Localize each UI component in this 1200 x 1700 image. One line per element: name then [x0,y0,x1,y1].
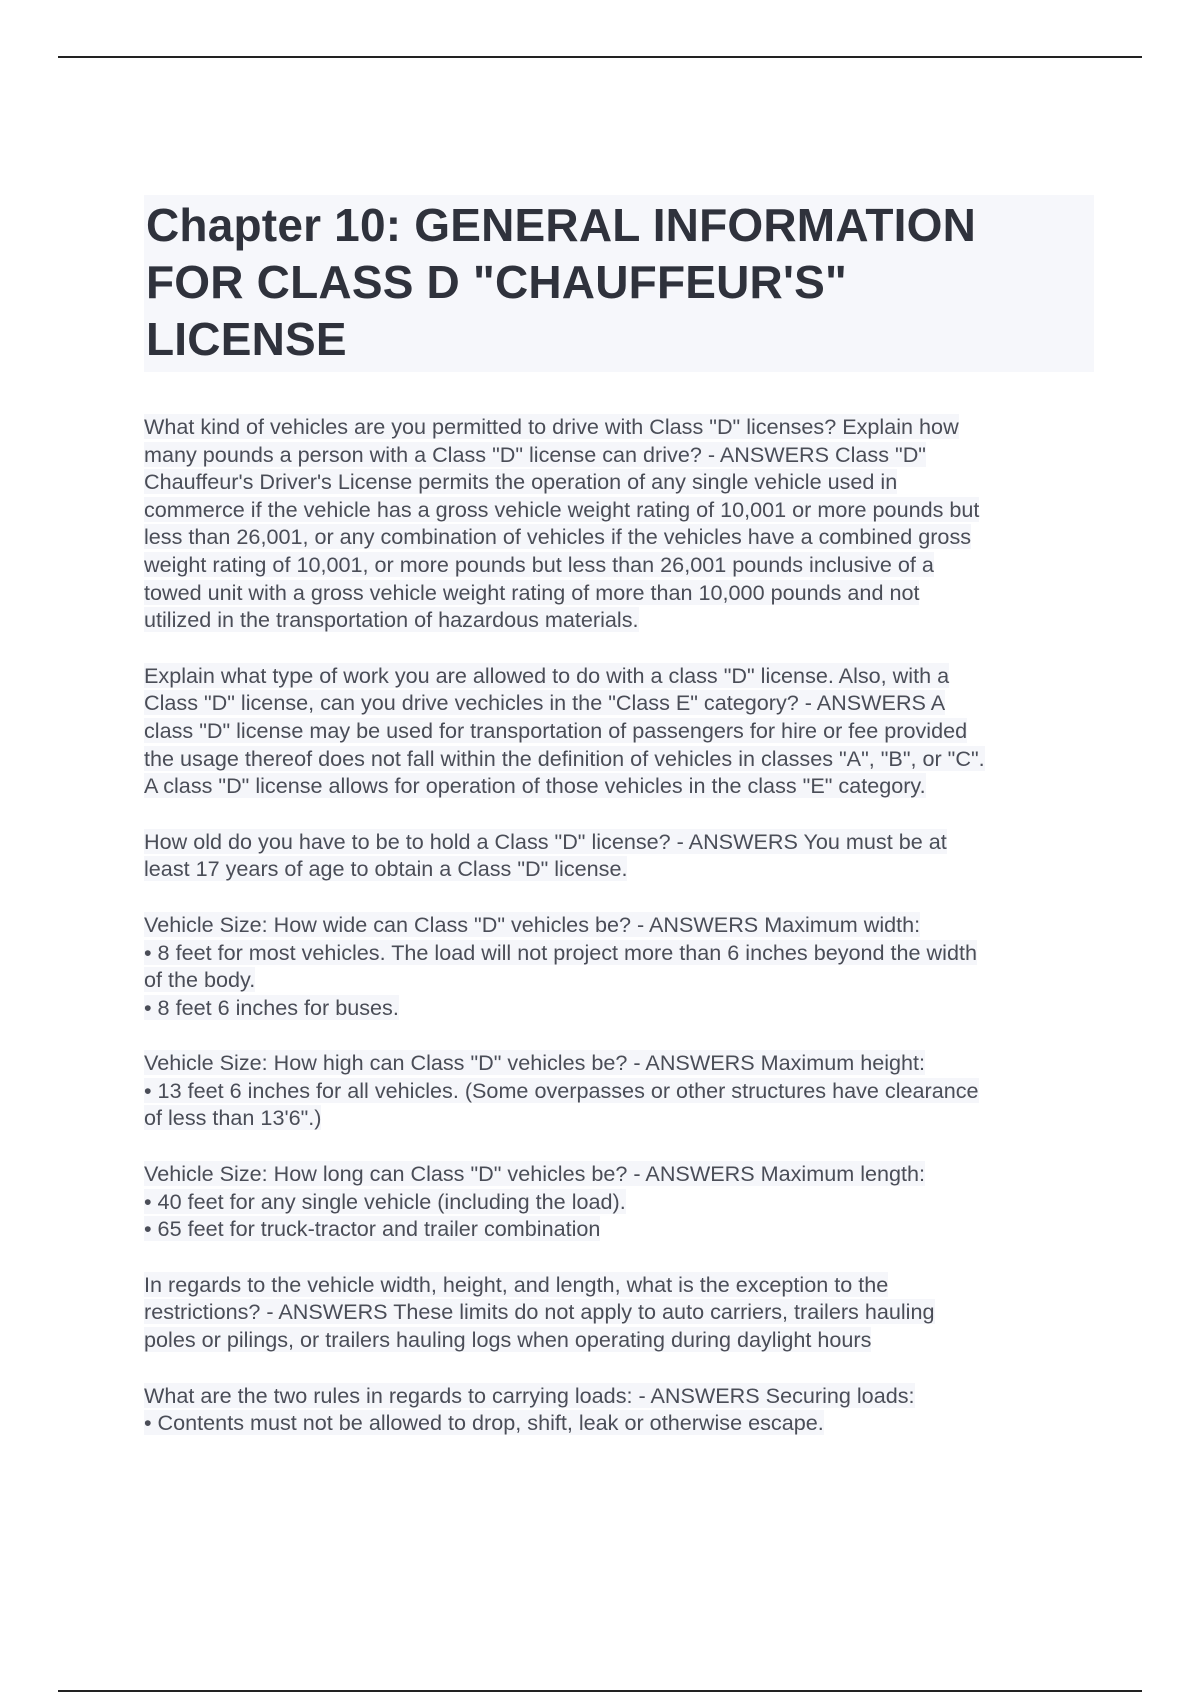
qa-paragraph [144,662,1094,800]
text-line [144,1049,1094,1077]
text-line-content: Explain what type of work you are allowed to do with a class "D" license. Also, with a [144,662,950,688]
text-line [144,413,1094,441]
text-line-content: less than 26,001, or any combination of vehicles if the vehicles have a combined gross [144,524,972,550]
title-line: LICENSE [146,313,347,365]
text-line-content: A class "D" license allows for operation of those vehicles in the class "E" category. [144,773,926,799]
text-line-content: Vehicle Size: How wide can Class "D" vehicles be? - ANSWERS Maximum width: [144,911,921,937]
page-title [146,197,1094,368]
text-line-content: • 8 feet 6 inches for buses. [144,994,399,1020]
qa-paragraph [144,911,1094,1021]
text-line [144,1382,1094,1410]
text-line [144,1077,1094,1105]
text-line-content: • 13 feet 6 inches for all vehicles. (Some overpasses or other structures have clearance [144,1077,979,1103]
text-line [144,772,1094,800]
text-line-content: Vehicle Size: How high can Class "D" vehicles be? - ANSWERS Maximum height: [144,1050,926,1076]
text-line [144,855,1094,883]
text-line-content: of less than 13'6".) [144,1105,322,1131]
text-line [144,828,1094,856]
text-line [144,551,1094,579]
text-line [144,1160,1094,1188]
text-line [144,1409,1094,1437]
qa-paragraph [144,413,1094,634]
text-line-content: the usage thereof does not fall within the definition of vehicles in classes "A", "B", or "C". [144,745,985,771]
text-line-content: In regards to the vehicle width, height, and length, what is the exception to the [144,1271,889,1297]
text-line [144,523,1094,551]
text-line-content: commerce if the vehicle has a gross vehicle weight rating of 10,001 or more pounds but [144,496,980,522]
text-line [144,441,1094,469]
text-line [144,911,1094,939]
qa-paragraph [144,828,1094,883]
text-line-content: What are the two rules in regards to carrying loads: - ANSWERS Securing loads: [144,1382,915,1408]
text-line [144,1104,1094,1132]
qa-paragraph [144,1049,1094,1132]
text-line-content: How old do you have to be to hold a Class "D" license? - ANSWERS You must be at [144,828,947,854]
text-line [144,496,1094,524]
text-line-content: towed unit with a gross vehicle weight rating of more than 10,000 pounds and not [144,579,920,605]
text-line-content: utilized in the transportation of hazardous materials. [144,607,639,633]
bottom-rule [58,1690,1142,1692]
text-line [144,1188,1094,1216]
text-line-content: many pounds a person with a Class "D" license can drive? - ANSWERS Class "D" [144,441,926,467]
text-line [144,606,1094,634]
text-line [144,662,1094,690]
text-line [144,1215,1094,1243]
text-line [144,689,1094,717]
text-line-content: • 40 feet for any single vehicle (including the load). [144,1188,626,1214]
text-line [144,1271,1094,1299]
text-line [144,745,1094,773]
title-line: Chapter 10: GENERAL INFORMATION [146,199,976,251]
text-line [144,579,1094,607]
title-block [144,195,1094,372]
text-line [144,966,1094,994]
text-line [144,717,1094,745]
text-line-content: Chauffeur's Driver's License permits the operation of any single vehicle used in [144,469,898,495]
text-line-content: poles or pilings, or trailers hauling logs when operating during daylight hours [144,1327,872,1353]
qa-paragraph [144,1271,1094,1354]
title-line: FOR CLASS D "CHAUFFEUR'S" [146,256,847,308]
text-line [144,939,1094,967]
text-line-content: of the body. [144,967,256,993]
qa-paragraph [144,1382,1094,1437]
top-rule [58,56,1142,58]
text-line-content: • 65 feet for truck-tractor and trailer combination [144,1216,601,1242]
text-line-content: Class "D" license, can you drive vechicles in the "Class E" category? - ANSWERS A [144,690,946,716]
text-line-content: • 8 feet for most vehicles. The load will not project more than 6 inches beyond the width [144,939,977,965]
qa-list [144,413,1094,1465]
text-line-content: • Contents must not be allowed to drop, shift, leak or otherwise escape. [144,1410,824,1436]
qa-paragraph [144,1160,1094,1243]
text-line-content: least 17 years of age to obtain a Class "D" license. [144,856,628,882]
text-line [144,1298,1094,1326]
text-line-content: What kind of vehicles are you permitted to drive with Class "D" licenses? Explain how [144,414,959,439]
text-line-content: restrictions? - ANSWERS These limits do not apply to auto carriers, trailers hauling [144,1299,935,1325]
text-line [144,468,1094,496]
text-line [144,1326,1094,1354]
text-line-content: Vehicle Size: How long can Class "D" vehicles be? - ANSWERS Maximum length: [144,1161,926,1187]
text-line [144,994,1094,1022]
text-line-content: class "D" license may be used for transportation of passengers for hire or fee provided [144,717,968,743]
text-line-content: weight rating of 10,001, or more pounds but less than 26,001 pounds inclusive of a [144,551,934,577]
